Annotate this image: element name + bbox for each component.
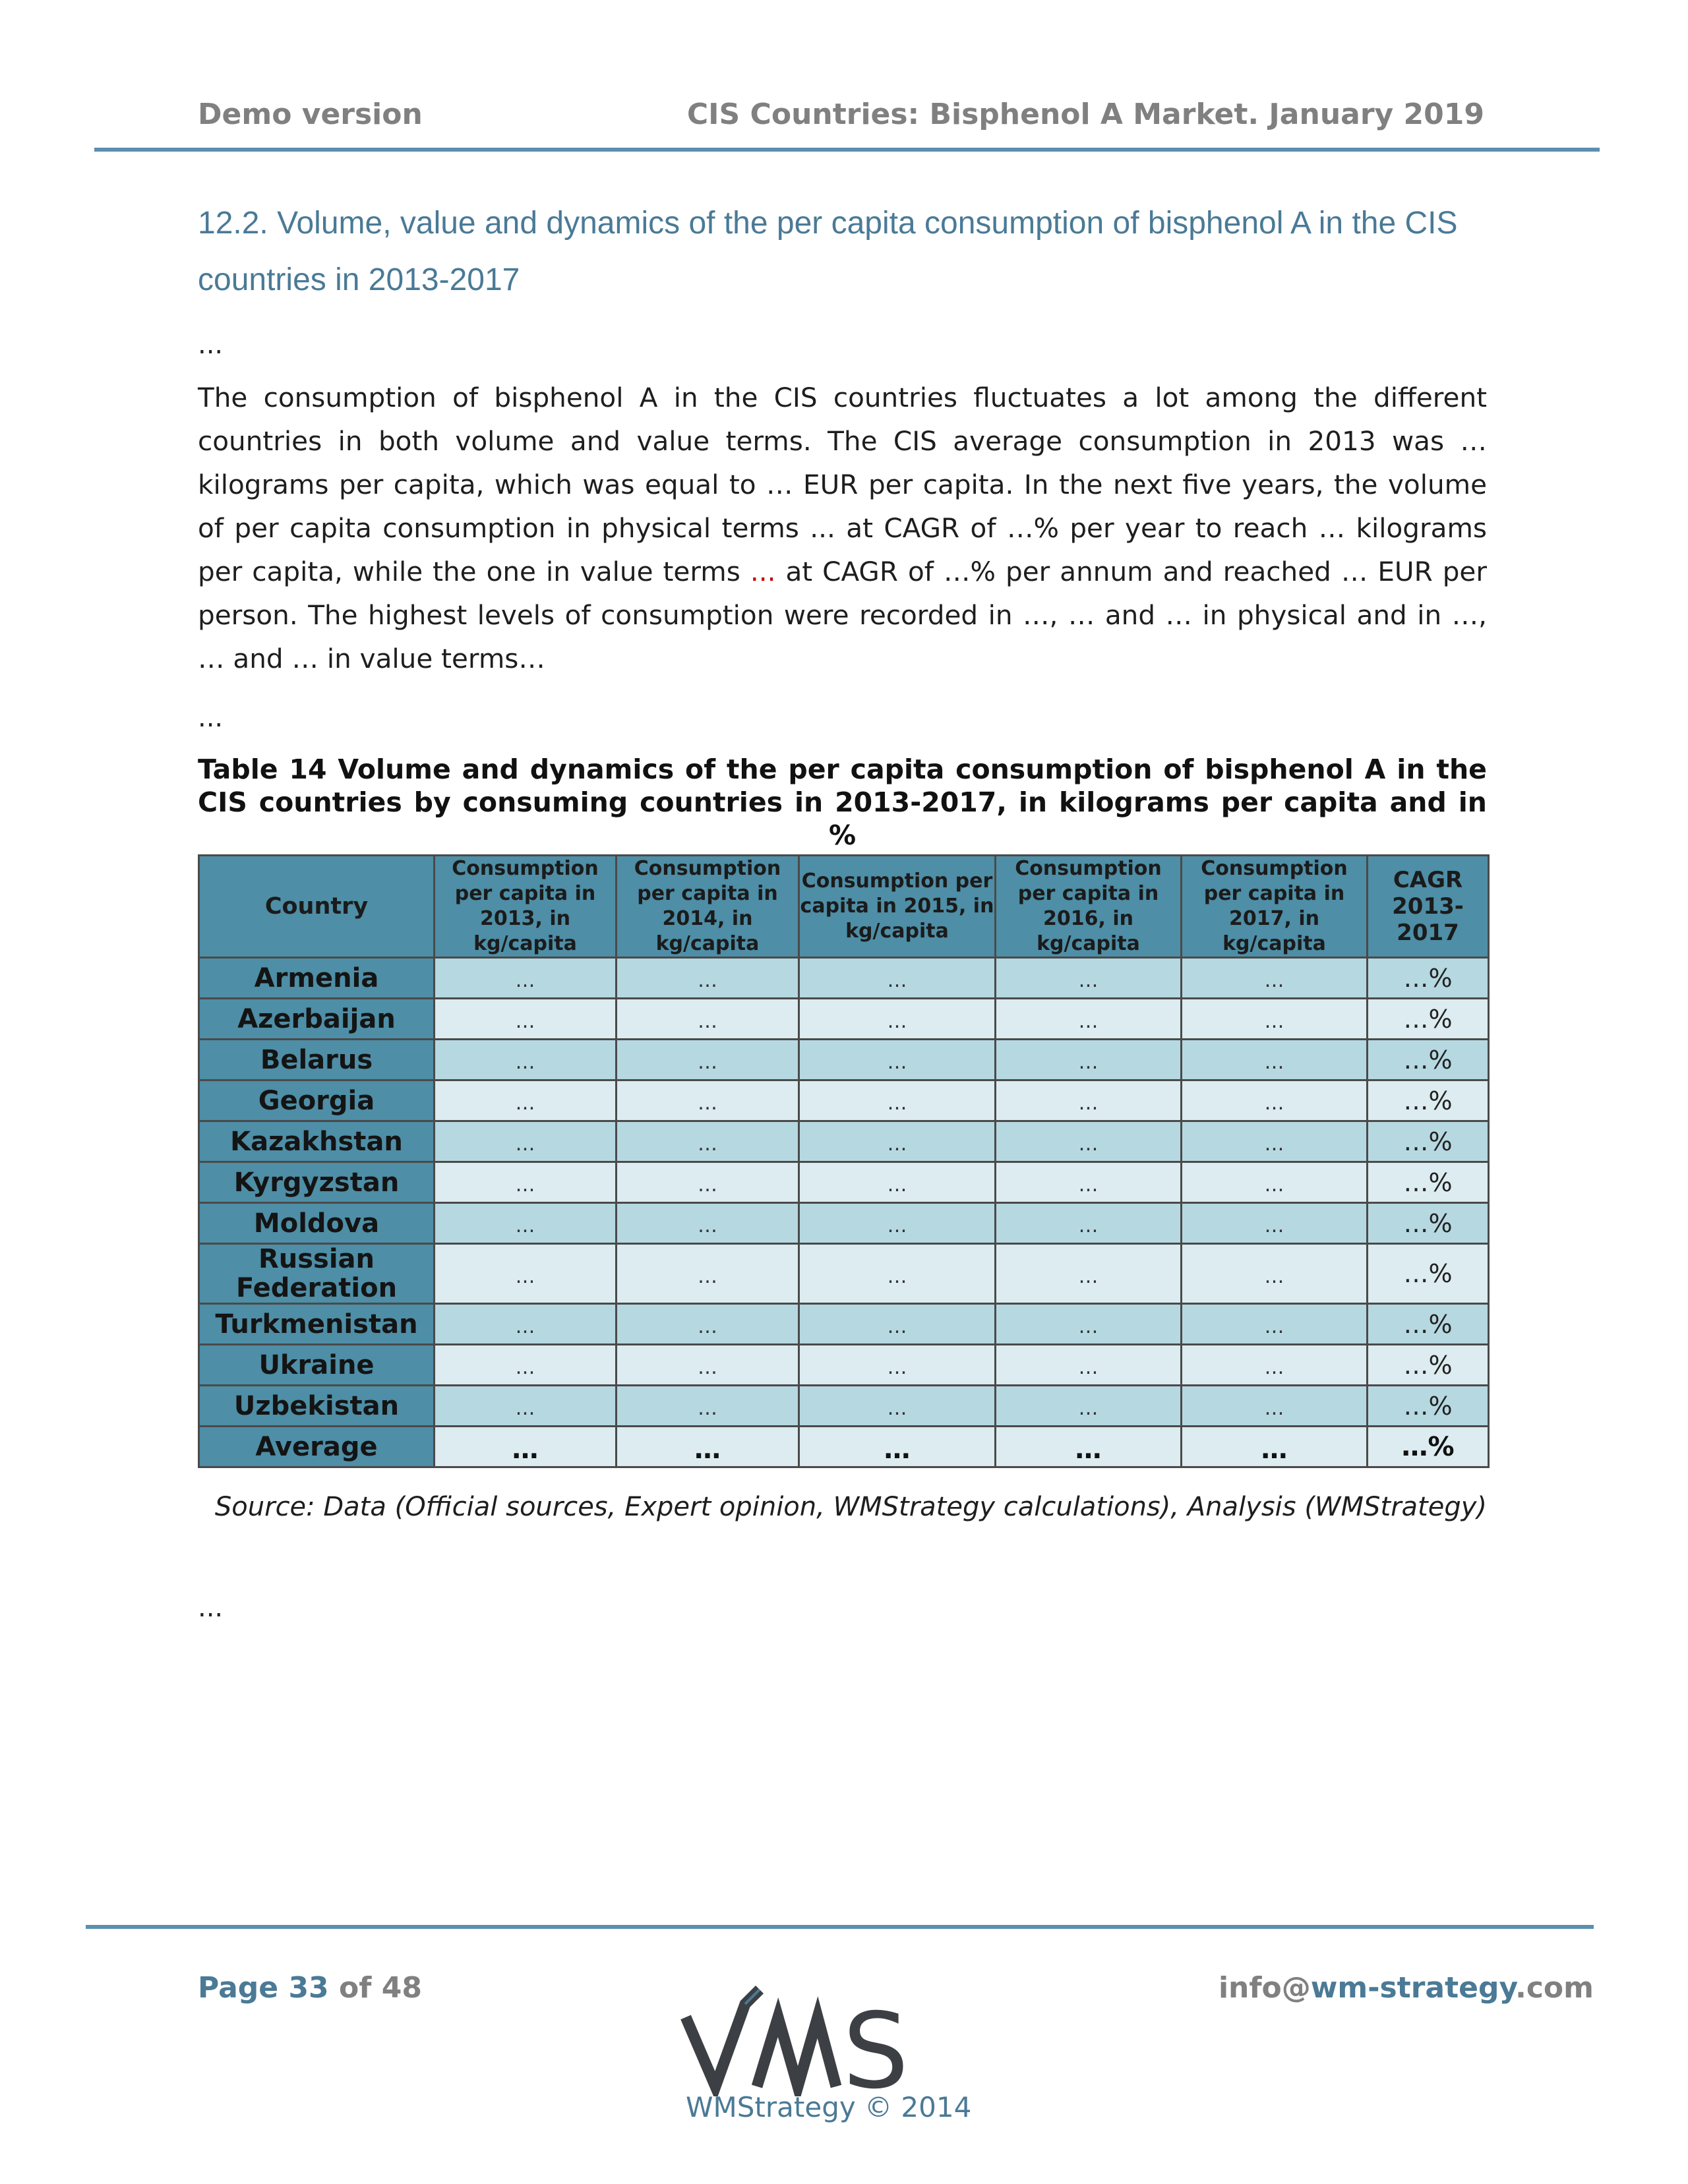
cagr-cell: …% [1368, 1040, 1489, 1080]
body-paragraph [198, 376, 1487, 680]
value-cell [799, 1162, 996, 1203]
value-text: … [698, 969, 717, 992]
value-cell [617, 1080, 799, 1121]
value-cell [435, 1162, 617, 1203]
value-cell [799, 1121, 996, 1162]
value-cell [617, 1427, 799, 1467]
value-text: … [1264, 1397, 1284, 1420]
value-text: … [1078, 1214, 1099, 1237]
value-cell [435, 1386, 617, 1427]
value-text: … [1264, 1214, 1284, 1237]
value-text: … [698, 1356, 717, 1379]
value-cell [1182, 1080, 1368, 1121]
value-text: … [887, 1356, 907, 1379]
value-text: … [515, 1051, 535, 1074]
value-cell [996, 1040, 1182, 1080]
value-text: … [1078, 1010, 1099, 1033]
cagr-cell: …% [1368, 1162, 1489, 1203]
value-text: … [698, 1173, 717, 1196]
header-report-title: CIS Countries: Bisphenol A Market. January 2019 [686, 98, 1484, 131]
value-text: … [887, 1173, 907, 1196]
value-cell [996, 958, 1182, 999]
table-row [199, 999, 1489, 1040]
value-cell [435, 1203, 617, 1244]
table-row [199, 958, 1489, 999]
value-cell [1182, 1244, 1368, 1304]
table-average-row [199, 1427, 1489, 1467]
value-cell [1182, 1386, 1368, 1427]
column-header: Consumption per capita in 2017, in kg/capita [1182, 856, 1368, 958]
value-cell [799, 1244, 996, 1304]
value-cell [1182, 999, 1368, 1040]
logo-text: S [843, 1991, 909, 2096]
contact-email[interactable] [1219, 1971, 1594, 2005]
value-cell [996, 1080, 1182, 1121]
value-text: … [887, 1010, 907, 1033]
cagr-cell: …% [1368, 1203, 1489, 1244]
header-label: Demo version [198, 98, 423, 131]
country-cell: Armenia [199, 958, 435, 999]
value-text: … [1264, 1356, 1284, 1379]
cagr-cell: …% [1368, 1304, 1489, 1345]
country-cell: Belarus [199, 1040, 435, 1080]
table-row [199, 1244, 1489, 1304]
value-text: … [515, 1010, 535, 1033]
country-cell: Turkmenistan [199, 1304, 435, 1345]
value-text: … [515, 1173, 535, 1196]
country-cell: Moldova [199, 1203, 435, 1244]
value-cell [435, 1304, 617, 1345]
value-cell [617, 1304, 799, 1345]
value-text: … [1261, 1434, 1288, 1465]
value-text: … [887, 1214, 907, 1237]
column-header: Country [199, 856, 435, 958]
ellipsis-marker: ... [198, 703, 224, 733]
value-text: … [515, 969, 535, 992]
country-cell: Uzbekistan [199, 1386, 435, 1427]
value-cell [1182, 1121, 1368, 1162]
consumption-table [198, 854, 1490, 1468]
value-text: … [515, 1214, 535, 1237]
cagr-cell: …% [1368, 1345, 1489, 1386]
cagr-cell: …% [1368, 1121, 1489, 1162]
value-cell [799, 1304, 996, 1345]
value-cell [996, 1345, 1182, 1386]
value-text: … [515, 1092, 535, 1115]
country-cell: Azerbaijan [199, 999, 435, 1040]
value-text: … [1078, 1264, 1099, 1288]
value-cell [996, 1244, 1182, 1304]
value-text: … [1078, 1397, 1099, 1420]
section-title: 12.2. Volume, value and dynamics of the per capita consumption of bisphenol A in the CIS countries in 2013-2017 [198, 206, 1458, 297]
table-source-note: Source: Data (Official sources, Expert opinion, WMStrategy calculations), Analysis (WMStrategy) [214, 1492, 1487, 1522]
value-text: … [1264, 1010, 1284, 1033]
cagr-cell: …% [1368, 958, 1489, 999]
country-cell: Kazakhstan [199, 1121, 435, 1162]
email-user: info@ [1218, 1971, 1311, 2005]
table-header-row [199, 856, 1489, 958]
value-text: … [698, 1051, 717, 1074]
value-text: … [1075, 1434, 1102, 1465]
value-cell [617, 1040, 799, 1080]
value-text: … [887, 1264, 907, 1288]
value-text: … [1264, 969, 1284, 992]
value-text: … [1078, 1133, 1099, 1156]
value-text: … [1264, 1264, 1284, 1288]
value-text: … [698, 1010, 717, 1033]
value-cell [799, 1080, 996, 1121]
value-text: … [1078, 1051, 1099, 1074]
value-cell [617, 1244, 799, 1304]
value-cell [617, 958, 799, 999]
column-header: Consumption per capita in 2013, in kg/capita [435, 856, 617, 958]
value-text: … [1078, 1173, 1099, 1196]
cagr-cell: …% [1368, 1080, 1489, 1121]
value-cell [435, 1345, 617, 1386]
value-text: … [694, 1434, 721, 1465]
country-cell: Kyrgyzstan [199, 1162, 435, 1203]
page-number [198, 1971, 422, 2005]
page-label: Page [198, 1971, 279, 2005]
value-cell [435, 958, 617, 999]
email-domain: wm-strategy [1310, 1971, 1516, 2005]
value-cell [1182, 1040, 1368, 1080]
column-header: Consumption per capita in 2016, in kg/capita [996, 856, 1182, 958]
value-cell [799, 1427, 996, 1467]
cagr-cell: …% [1368, 1386, 1489, 1427]
table-row [199, 1040, 1489, 1080]
value-text: … [1078, 1315, 1099, 1338]
value-text: … [698, 1397, 717, 1420]
paragraph-text: The consumption of bisphenol A in the CIS countries fluctuates a lot among the different countries in both volume and value terms. The CIS average consumption in 2013 was … kilograms per capita, which was equal to … EUR per capita. In the next five years, the volume of per capita consumption in physical terms ... at CAGR of …% per year to reach … kilograms per capita, while the one in value terms [198, 382, 1487, 587]
value-text: … [1264, 1173, 1284, 1196]
value-cell [435, 1040, 617, 1080]
cagr-cell: …% [1368, 1244, 1489, 1304]
header-divider [94, 148, 1600, 152]
table-row [199, 1345, 1489, 1386]
value-cell [435, 1244, 617, 1304]
value-cell [996, 1386, 1182, 1427]
value-cell [435, 1427, 617, 1467]
value-text: … [887, 1092, 907, 1115]
country-cell: Ukraine [199, 1345, 435, 1386]
value-cell [799, 1040, 996, 1080]
value-cell [996, 999, 1182, 1040]
value-text: … [698, 1133, 717, 1156]
value-cell [1182, 1345, 1368, 1386]
paragraph-text: at CAGR of …% per annum and reached … EUR per person. The highest levels of consumption were recorded in …, … and … in physical and in …, … and … in value terms… [198, 556, 1487, 674]
value-text: … [698, 1264, 717, 1288]
wms-logo [679, 1978, 956, 2096]
table-row [199, 1203, 1489, 1244]
logo-caption: WMStrategy © 2014 [686, 2091, 972, 2123]
value-cell [799, 1386, 996, 1427]
column-header: Consumption per capita in 2015, in kg/capita [799, 856, 996, 958]
country-cell: Average [199, 1427, 435, 1467]
value-cell [617, 1121, 799, 1162]
value-text: … [1078, 969, 1099, 992]
paragraph-highlight: ... [750, 556, 776, 587]
cagr-cell: …% [1368, 1427, 1489, 1467]
value-text: … [1078, 1356, 1099, 1379]
value-cell [799, 1203, 996, 1244]
value-cell [1182, 1203, 1368, 1244]
value-cell [996, 1121, 1182, 1162]
value-text: … [1078, 1092, 1099, 1115]
cagr-cell: …% [1368, 999, 1489, 1040]
value-cell [799, 958, 996, 999]
value-text: … [515, 1315, 535, 1338]
value-cell [617, 1345, 799, 1386]
email-tld: .com [1515, 1971, 1594, 2005]
country-cell: Russian Federation [199, 1244, 435, 1304]
ellipsis-marker: ... [198, 1593, 224, 1623]
value-text: … [512, 1434, 539, 1465]
value-text: … [887, 1051, 907, 1074]
value-cell [435, 999, 617, 1040]
value-cell [1182, 1304, 1368, 1345]
page-current: 33 [288, 1971, 329, 2005]
value-text: … [515, 1397, 535, 1420]
footer-divider [86, 1925, 1594, 1929]
value-text: … [698, 1315, 717, 1338]
value-text: … [698, 1214, 717, 1237]
value-text: … [887, 1133, 907, 1156]
country-cell: Georgia [199, 1080, 435, 1121]
value-cell [617, 999, 799, 1040]
value-cell [617, 1386, 799, 1427]
value-cell [996, 1162, 1182, 1203]
table-row [199, 1080, 1489, 1121]
table-row [199, 1121, 1489, 1162]
value-cell [799, 999, 996, 1040]
value-cell [1182, 1162, 1368, 1203]
value-cell [435, 1121, 617, 1162]
value-cell [799, 1345, 996, 1386]
value-text: … [887, 1397, 907, 1420]
value-cell [996, 1427, 1182, 1467]
page-of: of [339, 1971, 372, 2005]
value-cell [435, 1080, 617, 1121]
value-text: … [698, 1092, 717, 1115]
value-text: … [887, 969, 907, 992]
value-cell [617, 1203, 799, 1244]
value-text: … [1264, 1315, 1284, 1338]
value-cell [617, 1162, 799, 1203]
value-text: … [515, 1133, 535, 1156]
table-caption: Table 14 Volume and dynamics of the per capita consumption of bisphenol A in the CIS countries by consuming countries in 2013-2017, in kilograms per capita and in % [198, 753, 1487, 851]
column-header: CAGR 2013-2017 [1368, 856, 1489, 958]
column-header: Consumption per capita in 2014, in kg/capita [617, 856, 799, 958]
page-total: 48 [381, 1971, 422, 2005]
value-text: … [1264, 1133, 1284, 1156]
value-text: … [515, 1356, 535, 1379]
value-text: … [1264, 1051, 1284, 1074]
table-row [199, 1304, 1489, 1345]
value-text: … [1264, 1092, 1284, 1115]
table-row [199, 1386, 1489, 1427]
ellipsis-marker: ... [198, 330, 224, 360]
value-cell [1182, 958, 1368, 999]
value-text: … [515, 1264, 535, 1288]
value-cell [1182, 1427, 1368, 1467]
value-text: … [884, 1434, 911, 1465]
value-cell [996, 1304, 1182, 1345]
value-text: … [887, 1315, 907, 1338]
table-body [199, 958, 1489, 1467]
value-cell [996, 1203, 1182, 1244]
table-row [199, 1162, 1489, 1203]
